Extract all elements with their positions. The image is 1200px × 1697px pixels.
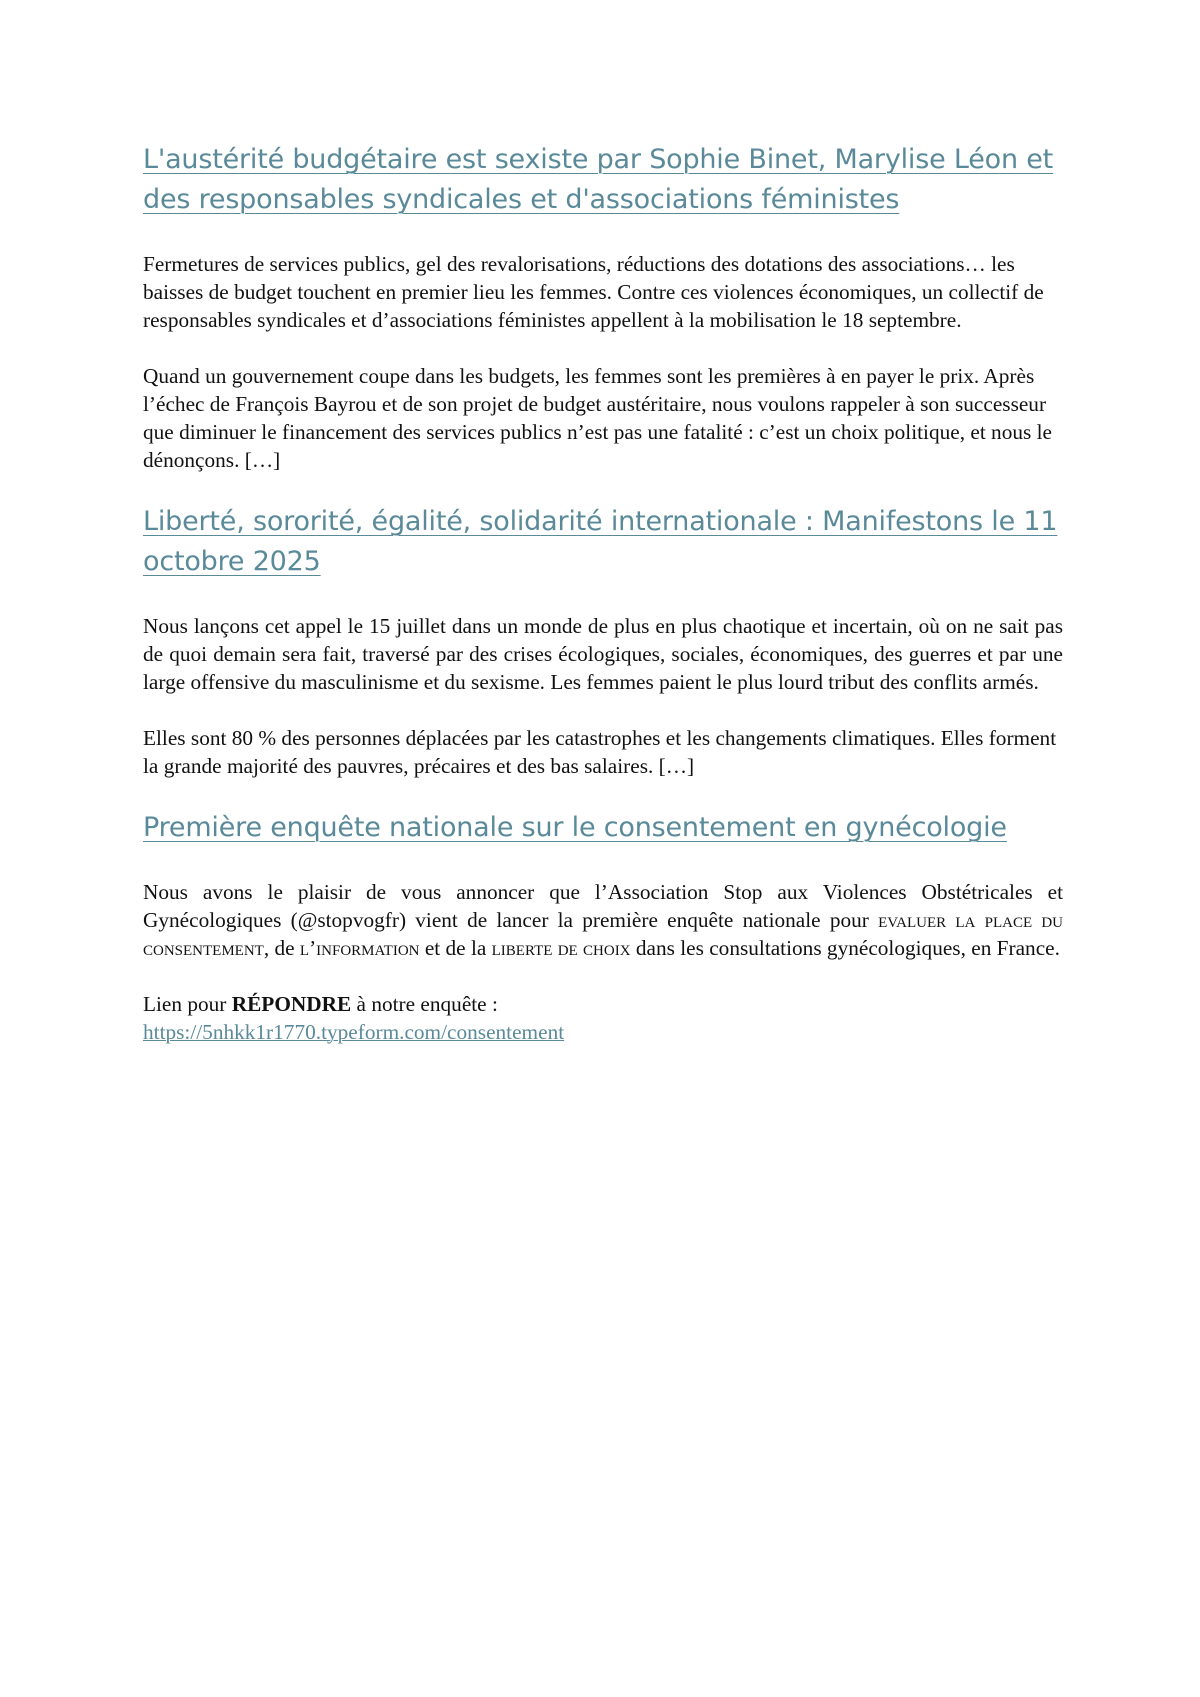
article-paragraph: [143, 878, 1063, 962]
article-manifestons: [143, 502, 1063, 780]
response-prefix: Lien pour: [143, 992, 232, 1016]
intro-text: dans les consultations gynécologiques, en France.: [630, 936, 1060, 960]
article-paragraph: Nous lançons cet appel le 15 juillet dans un monde de plus en plus chaotique et incertain, où on ne sait pas de quoi demain sera fait, traversé par des crises écologiques, sociales, économiques, des guerres et par une large offensive du masculinisme et du sexisme. Les femmes paient le plus lourd tribut des conflits armés.: [143, 614, 1063, 694]
document-page: [143, 140, 1063, 1074]
small-caps-text: l’information: [299, 936, 420, 960]
intro-text: Nous avons le plaisir de vous annoncer que l’Association Stop aux Violences Obstétricales et Gynécologiques (@stopvogfr) vient de lancer la première enquête nationale pour: [143, 880, 1063, 932]
article-paragraph: Elles sont 80 % des personnes déplacées par les catastrophes et les changements climatiques. Elles forment la grande majorité des pauvres, précaires et des bas salaires. […]: [143, 726, 1057, 778]
article-paragraph: Quand un gouvernement coupe dans les budgets, les femmes sont les premières à en payer le prix. Après l’échec de François Bayrou et de son projet de budget austéritaire, nous voulons rappeler à son successeur que diminuer le financement des services publics n’est pas une fatalité : c’est un choix politique, et nous le dénonçons. […]: [143, 364, 1052, 472]
response-bold: RÉPONDRE: [231, 992, 352, 1016]
intro-text: et de la: [419, 936, 492, 960]
survey-link[interactable]: https://5nhkk1r1770.typeform.com/consentement: [143, 1020, 565, 1044]
article-austerite: [143, 140, 1063, 474]
small-caps-text: evaluer la place du consentement: [143, 908, 1063, 960]
article-title-consentement[interactable]: [143, 808, 1063, 848]
article-title-manifestons[interactable]: Liberté, sororité, égalité, solidarité internationale : Manifestons le 11 octobre 2025: [143, 506, 1058, 577]
article-paragraph: Fermetures de services publics, gel des revalorisations, réductions des dotations des associations… les baisses de budget touchent en premier lieu les femmes. Contre ces violences économiques, un collectif de responsables syndicales et d’associations féministes appellent à la mobilisation le 18 septembre.: [143, 252, 1044, 332]
article-consentement: [143, 808, 1063, 1046]
small-caps-text: liberte de choix: [491, 936, 631, 960]
response-paragraph: [143, 990, 1063, 1046]
intro-text: , de: [263, 936, 300, 960]
article-title-austerite[interactable]: L'austérité budgétaire est sexiste par Sophie Binet, Marylise Léon et des responsables syndicales et d'associations féministes: [143, 144, 1054, 215]
response-suffix: à notre enquête :: [351, 992, 498, 1016]
article-title-text[interactable]: Première enquête nationale sur le consentement en gynécologie: [143, 812, 1007, 843]
